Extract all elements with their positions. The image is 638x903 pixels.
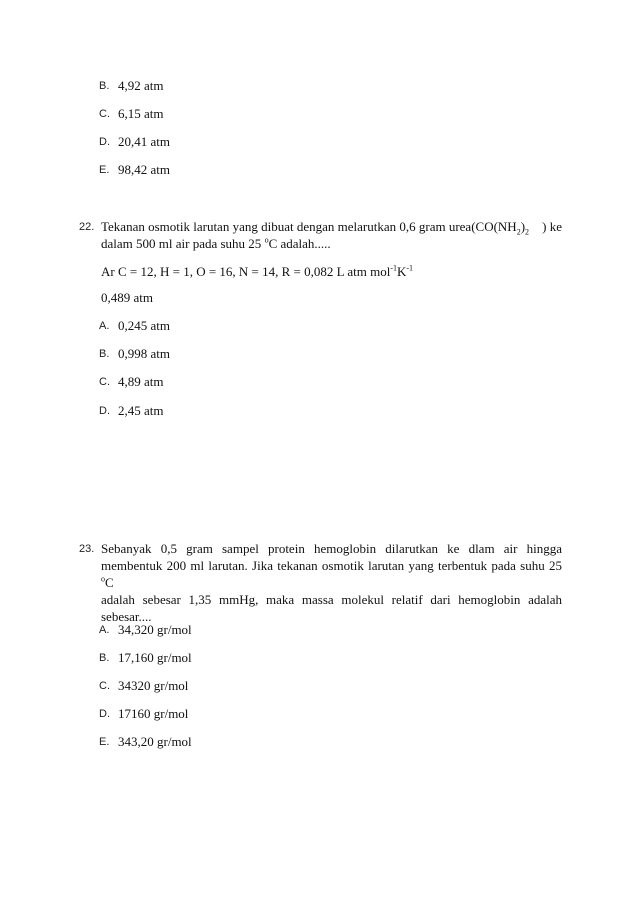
option-text: 0,998 atm (118, 346, 170, 361)
question-line: adalah sebesar 1,35 mmHg, maka massa molekul relatif dari hemoglobin adalah (101, 592, 562, 607)
option-letter: B. (99, 348, 110, 360)
option-letter: E. (99, 736, 110, 748)
question-line: sebesar.... (101, 609, 152, 624)
option-letter: A. (99, 624, 110, 636)
extra-answer: 0,489 atm (101, 290, 153, 305)
option-letter: C. (99, 680, 110, 692)
option-letter: E. (99, 164, 110, 176)
question-line: membentuk 200 ml larutan. Jika tekanan osmotik larutan yang terbentuk pada suhu 25 $^o$C (101, 558, 562, 590)
option-text: 17160 gr/mol (118, 706, 189, 721)
option-letter: D. (99, 405, 110, 417)
option-text: 343,20 gr/mol (118, 734, 192, 749)
option-text: 17,160 gr/mol (118, 650, 192, 665)
option-text: 34320 gr/mol (118, 678, 189, 693)
question-number: 22. (79, 221, 95, 233)
option-text: 6,15 atm (118, 106, 164, 121)
question-line: Sebanyak 0,5 gram sampel protein hemoglobin dilarutkan ke dlam air hingga (101, 541, 562, 556)
question-line: dalam 500 ml air pada suhu 25 $^o$C adalah..... (101, 235, 331, 251)
option-letter: A. (99, 320, 110, 332)
option-letter: B. (99, 80, 110, 92)
option-text: 20,41 atm (118, 134, 170, 149)
question-line-start: Tekanan osmotik larutan yang dibuat dengan melarutkan 0,6 gram $urea(CO(NH_2)_2$ (101, 219, 530, 237)
option-letter: D. (99, 708, 110, 720)
question-line (101, 218, 562, 235)
option-text: 4,92 atm (118, 78, 164, 93)
question-line-end: ) ke (542, 219, 562, 234)
option-letter: C. (99, 108, 110, 120)
option-letter: D. (99, 136, 110, 148)
option-text: 0,245 atm (118, 318, 170, 333)
question-text (101, 218, 562, 252)
option-letter: B. (99, 652, 110, 664)
option-text: 34,320 gr/mol (118, 622, 192, 637)
question-text (101, 540, 562, 625)
option-text: 2,45 atm (118, 403, 164, 418)
option-text: 98,42 atm (118, 162, 170, 177)
question-number: 23. (79, 543, 95, 555)
option-text: 4,89 atm (118, 374, 164, 389)
option-letter: C. (99, 376, 110, 388)
constants-line: Ar C = 12, H = 1, O = 16, N = 14, R = 0,082 L atm $mol^{-1}K^{-1}$ (101, 263, 414, 279)
